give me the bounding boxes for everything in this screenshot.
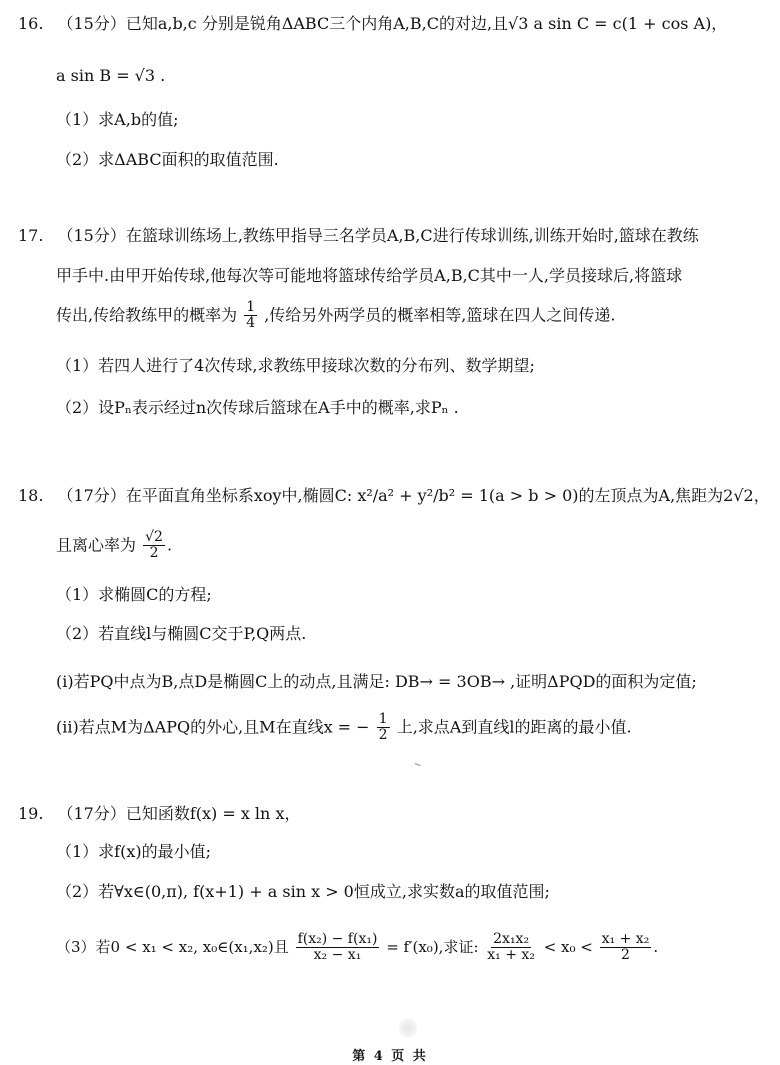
q17-part1-text: （1）若四人进行了4次传球,求教练甲接球次数的分布列、数学期望;	[56, 356, 535, 375]
q17-part1	[0, 356, 780, 376]
q17-line3	[0, 300, 780, 332]
q18-ecc-period: .	[166, 535, 173, 555]
q18-part2-i-text: (ⅰ)若PQ中点为B,点D是椭圆C上的动点,且满足: DB→ = 3OB→ ,证明ΔPQD的面积为定值;	[56, 672, 697, 691]
q17-part2-text: （2）设Pₙ表示经过n次传球后篮球在A手中的概率,求Pₙ .	[56, 398, 459, 417]
q18-line2	[0, 530, 780, 562]
q19-part1	[0, 842, 780, 862]
q16-part1-text: （1）求A,b的值;	[56, 110, 179, 129]
q18-part2-i	[0, 672, 780, 692]
q17-part2	[0, 398, 780, 418]
q19-part2	[0, 882, 780, 902]
q19-h-top: 2x₁x₂	[493, 931, 530, 947]
q19-part3-text-c: < x₀ <	[543, 937, 593, 956]
q18-ecc-bot: 2	[149, 545, 159, 562]
q17-line2	[0, 266, 780, 286]
q18-part2-text: （2）若直线l与椭圆C交于P,Q两点.	[56, 624, 307, 643]
q17-number: 17.	[18, 226, 44, 245]
q19-part3	[0, 932, 780, 964]
q18-x-fraction	[377, 712, 390, 744]
q19-part3-period: .	[653, 937, 659, 956]
q18-stem-1: （17分）在平面直角坐标系xoy中,椭圆C: x²/a² + y²/b² = 1(a > b > 0)的左顶点为A,焦距为2√2，	[57, 486, 770, 505]
q19-h-bot: x₁ + x₂	[487, 947, 535, 964]
q19-part1-text: （1）求f(x)的最小值;	[56, 842, 212, 861]
q19-mean-fraction	[600, 932, 652, 964]
q16-condition	[0, 66, 780, 86]
q16-number: 16.	[18, 14, 44, 33]
page-footer: 第 4 页 共	[352, 1049, 428, 1064]
q18-x-bot: 2	[378, 727, 388, 744]
q17-prob-fraction	[244, 300, 257, 332]
q19-part2-text: （2）若∀x∈(0,π), f(x+1) + a sin x > 0恒成立,求实数a的取值范围;	[56, 882, 550, 901]
q17-stem-3a: 传出,传给教练甲的概率为	[56, 305, 238, 325]
q16-part2-text: （2）求ΔABC面积的取值范围.	[56, 150, 279, 169]
q19-a-bot: 2	[621, 947, 630, 964]
q17-frac-bot: 4	[246, 315, 256, 332]
q17-frac-top: 1	[246, 299, 256, 315]
q17-stem-3b: ,传给另外两学员的概率相等,篮球在四人之间传递.	[264, 305, 616, 325]
q16-part2	[0, 150, 780, 170]
stray-mark	[413, 763, 420, 769]
q19-stem: （17分）已知函数f(x) = x ln x，	[57, 804, 301, 823]
q19-harmonic-fraction	[485, 932, 537, 964]
watermark-icon	[398, 1018, 418, 1038]
q16-line1	[0, 14, 780, 34]
q19-part3-text-b: = f′(x₀),求证:	[386, 937, 479, 956]
q18-number: 18.	[18, 486, 44, 505]
q18-part2-ii-text-a: (ⅱ)若点M为ΔAPQ的外心,且M在直线x = −	[56, 717, 370, 737]
q16-condition-text: a sin B = √3 .	[56, 66, 166, 85]
q19-a-top: x₁ + x₂	[601, 931, 650, 947]
q19-diff-fraction	[296, 932, 380, 964]
q18-part2-ii	[0, 712, 780, 744]
q19-diff-bot: x₂ − x₁	[313, 947, 362, 964]
q16-part1	[0, 110, 780, 130]
q19-diff-top: f(x₂) − f(x₁)	[297, 931, 378, 947]
q17-stem-1: （15分）在篮球训练场上,教练甲指导三名学员A,B,C进行传球训练,训练开始时,篮球在教练	[57, 226, 699, 245]
q18-line1	[0, 486, 780, 506]
q19-number: 19.	[18, 804, 44, 823]
q18-ecc-fraction	[143, 530, 165, 562]
q18-part1-text: （1）求椭圆C的方程;	[56, 585, 212, 604]
q18-part1	[0, 585, 780, 605]
q17-stem-2: 甲手中.由甲开始传球,他每次等可能地将篮球传给学员A,B,C其中一人,学员接球后,将篮球	[56, 266, 683, 285]
q18-ecc-top: √2	[145, 529, 163, 545]
q19-part3-text-a: （3）若0 < x₁ < x₂, x₀∈(x₁,x₂)且	[56, 937, 289, 956]
q17-line1	[0, 226, 780, 246]
q18-part2	[0, 624, 780, 644]
q16-stem: （15分）已知a,b,c 分别是锐角ΔABC三个内角A,B,C的对边,且√3 a sin C = c(1 + cos A)，	[57, 14, 728, 33]
q18-x-top: 1	[378, 711, 388, 727]
q18-stem-2: 且离心率为	[56, 535, 137, 555]
q19-line1	[0, 804, 780, 824]
q18-part2-ii-text-b: 上,求点A到直线l的距离的最小值.	[396, 717, 632, 737]
